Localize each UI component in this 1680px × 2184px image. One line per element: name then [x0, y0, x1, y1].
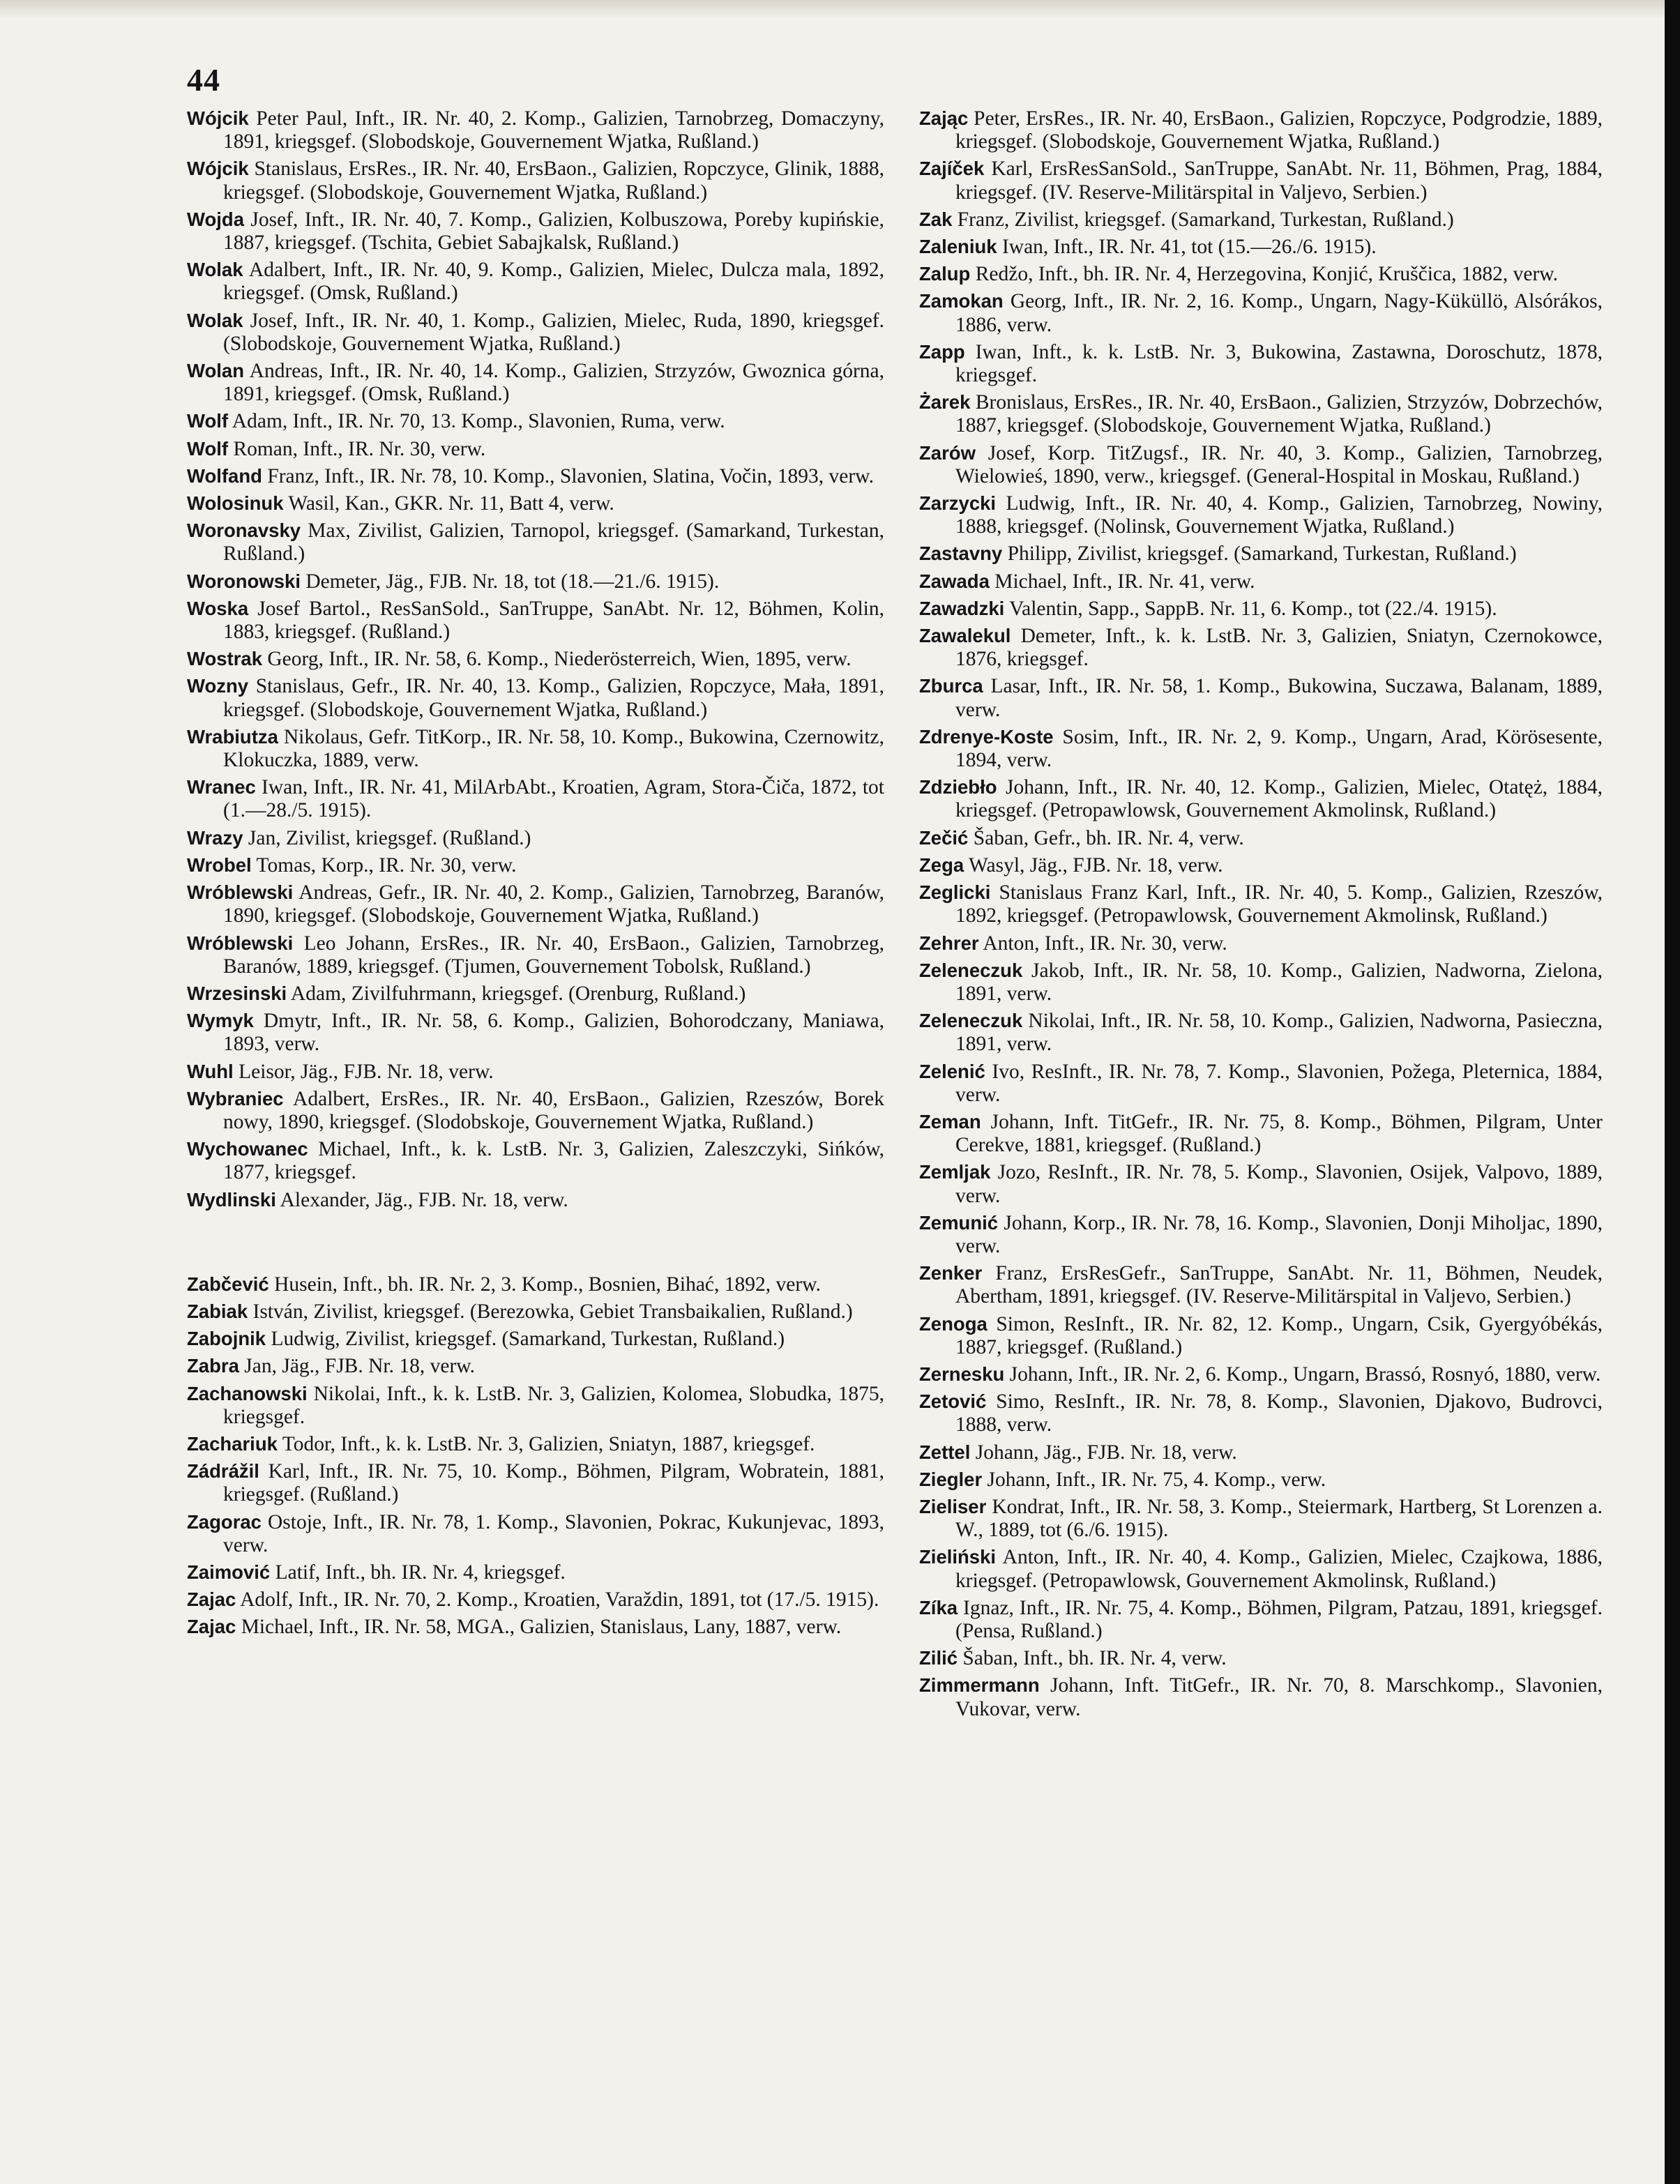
list-entry: [919, 881, 1603, 927]
entry-details: Johann, Inft. TitGefr., IR. Nr. 70, 8. Marschkomp., Slavonien, Vukovar, verw.: [955, 1674, 1603, 1720]
entry-details: Ostoje, Inft., IR. Nr. 78, 1. Komp., Slavonien, Pokrac, Kukunjevac, 1893, verw.: [223, 1510, 884, 1556]
list-entry: [919, 1009, 1603, 1056]
entry-surname: Zenoga: [919, 1312, 987, 1335]
list-entry: [919, 1545, 1603, 1592]
entry-details: Anton, Inft., IR. Nr. 40, 4. Komp., Galizien, Mielec, Czajkowa, 1886, kriegsgef. (Petropawlowsk, Gouvernement Akmolinsk, Rußland.): [955, 1546, 1603, 1592]
entry-surname: Zapp: [919, 340, 965, 363]
entry-details: Adam, Inft., IR. Nr. 70, 13. Komp., Slavonien, Ruma, verw.: [228, 410, 725, 433]
right-column: [919, 107, 1603, 1724]
entry-details: Johann, Inft. TitGefr., IR. Nr. 75, 8. Komp., Böhmen, Pilgram, Unter Cerekve, 1881, kriegsgef. (Rußland.): [955, 1110, 1603, 1157]
entry-surname: Zeglicki: [919, 881, 991, 904]
entry-details: Šaban, Gefr., bh. IR. Nr. 4, verw.: [968, 826, 1244, 849]
entry-details: Stanislaus Franz Karl, Inft., IR. Nr. 40, 5. Komp., Galizien, Rzeszów, 1892, kriegsgef. (Petropawlowsk, Gouvernement Akmolinsk, Rußland.): [955, 881, 1603, 927]
list-entry: [187, 597, 884, 644]
entry-surname: Zabojnik: [187, 1328, 266, 1350]
list-entry: [919, 235, 1603, 259]
entry-surname: Zeman: [919, 1110, 981, 1132]
list-entry: [187, 492, 884, 515]
entry-details: Stanislaus, ErsRes., IR. Nr. 40, ErsBaon., Galizien, Ropczyce, Glinik, 1888, kriegsgef. (Slobodskoje, Gouvernement Wjatka, Rußland.): [223, 158, 884, 204]
list-entry: [919, 1441, 1603, 1464]
entry-details: Max, Zivilist, Galizien, Tarnopol, kriegsgef. (Samarkand, Turkestan, Rußland.): [223, 520, 884, 566]
list-entry: [187, 1009, 884, 1056]
list-entry: [187, 647, 884, 671]
entry-surname: Wójcik: [187, 107, 249, 129]
list-entry: [187, 1459, 884, 1506]
left-column: [187, 107, 884, 1643]
entry-surname: Zajac: [187, 1616, 236, 1638]
list-entry: [187, 437, 884, 461]
entry-surname: Zabčević: [187, 1273, 269, 1295]
entry-surname: Zenker: [919, 1262, 983, 1284]
entry-details: Iwan, Inft., IR. Nr. 41, MilArbAbt., Kroatien, Agram, Stora-Čiča, 1872, tot (1.—28./5. 1915).: [223, 776, 884, 822]
entry-details: Bronislaus, ErsRes., IR. Nr. 40, ErsBaon., Galizien, Strzyzów, Dobrzechów, 1887, kriegsgef. (Slobodskoje, Gouvernement Wjatka, Rußland.): [955, 391, 1603, 437]
entry-surname: Wranec: [187, 776, 256, 798]
entry-details: Michael, Inft., k. k. LstB. Nr. 3, Galizien, Zaleszczyki, Sińków, 1877, kriegsgef.: [223, 1138, 884, 1184]
entry-surname: Zawada: [919, 570, 990, 592]
list-entry: [187, 1510, 884, 1557]
entry-surname: Wydlinski: [187, 1188, 276, 1211]
list-entry: [919, 1646, 1603, 1670]
list-entry: [919, 1110, 1603, 1157]
list-entry: [919, 1060, 1603, 1107]
entry-details: Wasil, Kan., GKR. Nr. 11, Batt 4, verw.: [283, 492, 614, 515]
entry-surname: Zaleniuk: [919, 236, 997, 258]
list-entry: [187, 854, 884, 877]
list-entry: [919, 262, 1603, 286]
entry-surname: Zajíček: [919, 158, 985, 180]
list-entry: [187, 464, 884, 488]
list-entry: [187, 570, 884, 593]
entry-surname: Zieliński: [919, 1546, 997, 1568]
list-entry: [919, 932, 1603, 955]
entry-surname: Zawadzki: [919, 597, 1005, 619]
entry-surname: Zemljak: [919, 1161, 991, 1183]
entry-surname: Zaimović: [187, 1561, 271, 1583]
entry-surname: Wolf: [187, 437, 229, 460]
entry-surname: Wróblewski: [187, 932, 294, 954]
entry-details: Jozo, ResInft., IR. Nr. 78, 5. Komp., Slavonien, Osijek, Valpovo, 1889, verw.: [955, 1161, 1603, 1207]
entry-surname: Wolan: [187, 360, 244, 382]
entry-surname: Wróblewski: [187, 881, 294, 904]
entry-details: Franz, ErsResGefr., SanTruppe, SanAbt. Nr. 11, Böhmen, Neudek, Abertham, 1891, kriegsgef. (IV. Reserve-Militärspital in Valjevo, Serbien.): [955, 1262, 1603, 1308]
entry-surname: Wolak: [187, 309, 243, 331]
entry-details: Josef, Inft., IR. Nr. 40, 7. Komp., Galizien, Kolbuszowa, Poreby kupińskie, 1887, kriegsgef. (Tschita, Gebiet Sabajkalsk, Rußland.): [223, 208, 884, 255]
entry-surname: Wymyk: [187, 1010, 254, 1032]
entry-details: Michael, Inft., IR. Nr. 58, MGA., Galizien, Stanislaus, Lany, 1887, verw.: [236, 1616, 842, 1639]
entry-surname: Woronavsky: [187, 520, 301, 542]
list-entry: [187, 826, 884, 850]
list-entry: [919, 1160, 1603, 1207]
list-entry: [187, 1615, 884, 1639]
entry-surname: Zehrer: [919, 932, 979, 954]
entry-surname: Wrzesinski: [187, 982, 287, 1004]
list-entry: [919, 624, 1603, 671]
entry-surname: Zając: [919, 107, 969, 129]
list-entry: [187, 881, 884, 927]
entry-details: Josef, Korp. TitZugsf., IR. Nr. 40, 3. Komp., Galizien, Tarnobrzeg, Wielowieś, 1890, verw., kriegsgef. (General-Hospital in Moskau, Rußland.): [955, 441, 1603, 487]
entry-details: Philipp, Zivilist, kriegsgef. (Samarkand, Turkestan, Rußland.): [1002, 543, 1517, 566]
entry-details: Todor, Inft., k. k. LstB. Nr. 3, Galizien, Sniatyn, 1887, kriegsgef.: [277, 1432, 815, 1455]
list-entry: [919, 1261, 1603, 1308]
list-entry: [919, 390, 1603, 437]
entry-details: Ivo, ResInft., IR. Nr. 78, 7. Komp., Slavonien, Požega, Pleternica, 1884, verw.: [955, 1060, 1603, 1106]
list-entry: [919, 1363, 1603, 1386]
entry-surname: Wolf: [187, 410, 229, 432]
page-top-shadow: [0, 0, 1680, 18]
section-break: [187, 1215, 884, 1273]
list-entry: [187, 1137, 884, 1184]
list-entry: [919, 542, 1603, 566]
entry-details: Jan, Zivilist, kriegsgef. (Rußland.): [243, 826, 531, 849]
entry-surname: Wójcik: [187, 158, 249, 180]
entry-surname: Zamokan: [919, 290, 1004, 312]
entry-details: Simo, ResInft., IR. Nr. 78, 8. Komp., Slavonien, Djakovo, Budrovci, 1888, verw.: [955, 1390, 1603, 1436]
entry-surname: Wrabiutza: [187, 725, 278, 748]
list-entry: [919, 340, 1603, 387]
list-entry: [187, 107, 884, 153]
entry-details: Jan, Jäg., FJB. Nr. 18, verw.: [239, 1355, 476, 1378]
list-entry: [919, 1390, 1603, 1436]
entry-details: Josef Bartol., ResSanSold., SanTruppe, SanAbt. Nr. 12, Böhmen, Kolin, 1883, kriegsgef. (Rußland.): [223, 597, 884, 644]
entry-details: Peter, ErsRes., IR. Nr. 40, ErsBaon., Galizien, Ropczyce, Podgrodzie, 1889, kriegsgef. (Slobodskoje, Gouvernement Wjatka, Rußland.): [955, 107, 1603, 153]
list-entry: [919, 1211, 1603, 1258]
entry-surname: Woska: [187, 597, 249, 619]
entry-surname: Wuhl: [187, 1060, 234, 1082]
entry-surname: Zettel: [919, 1441, 971, 1463]
entry-details: Peter Paul, Inft., IR. Nr. 40, 2. Komp., Galizien, Tarnobrzeg, Domaczyny, 1891, kriegsgef. (Slobodskoje, Gouvernement Wjatka, Rußland.): [223, 107, 884, 153]
entry-surname: Wolosinuk: [187, 492, 284, 515]
entry-surname: Ziegler: [919, 1468, 983, 1490]
entry-surname: Wrobel: [187, 854, 252, 876]
list-entry: [187, 1354, 884, 1378]
entry-surname: Zabiak: [187, 1300, 248, 1322]
list-entry: [187, 725, 884, 772]
entry-details: Ludwig, Inft., IR. Nr. 40, 4. Komp., Galizien, Tarnobrzeg, Nowiny, 1888, kriegsgef. (Nolinsk, Gouvernement Wjatka, Rußland.): [955, 492, 1603, 538]
entry-surname: Zimmermann: [919, 1674, 1040, 1697]
list-entry: [919, 775, 1603, 822]
entry-details: Tomas, Korp., IR. Nr. 30, verw.: [251, 854, 517, 877]
entry-surname: Zelenić: [919, 1060, 985, 1082]
list-entry: [919, 826, 1603, 850]
entry-surname: Wrazy: [187, 826, 243, 849]
entry-details: Karl, ErsResSanSold., SanTruppe, SanAbt. Nr. 11, Böhmen, Prag, 1884, kriegsgef. (IV. Reserve-Militärspital in Valjevo, Serbien.): [955, 158, 1603, 204]
list-entry: [919, 1312, 1603, 1359]
list-entry: [919, 597, 1603, 621]
entry-surname: Zeleneczuk: [919, 959, 1023, 981]
list-entry: [187, 1188, 884, 1212]
entry-surname: Wozny: [187, 675, 249, 697]
entry-surname: Zawalekul: [919, 625, 1011, 647]
entry-details: Stanislaus, Gefr., IR. Nr. 40, 13. Komp., Galizien, Ropczyce, Mała, 1891, kriegsgef. (Slobodskoje, Gouvernement Wjatka, Rußland.): [223, 675, 884, 721]
entry-details: István, Zivilist, kriegsgef. (Berezowka, Gebiet Transbaikalien, Rußland.): [248, 1300, 853, 1323]
entry-surname: Zagorac: [187, 1510, 262, 1533]
entry-surname: Woronowski: [187, 570, 301, 592]
entry-details: Nikolai, Inft., IR. Nr. 58, 10. Komp., Galizien, Nadworna, Pasieczna, 1891, verw.: [955, 1010, 1603, 1056]
list-entry: [187, 1060, 884, 1084]
entry-surname: Żarek: [919, 391, 971, 414]
list-entry: [919, 1468, 1603, 1492]
entry-surname: Wychowanec: [187, 1138, 308, 1160]
list-entry: [187, 359, 884, 406]
list-entry: [187, 258, 884, 305]
entry-details: Franz, Zivilist, kriegsgef. (Samarkand, Turkestan, Rußland.): [952, 208, 1454, 231]
entry-surname: Wolak: [187, 259, 243, 281]
entry-surname: Zarzycki: [919, 492, 997, 515]
list-entry: [919, 725, 1603, 772]
entry-details: Leisor, Jäg., FJB. Nr. 18, verw.: [233, 1060, 494, 1083]
list-entry: [919, 157, 1603, 204]
entry-details: Anton, Inft., IR. Nr. 30, verw.: [978, 932, 1227, 955]
entry-surname: Zeleneczuk: [919, 1010, 1023, 1032]
list-entry: [919, 289, 1603, 336]
entry-details: Johann, Korp., IR. Nr. 78, 16. Komp., Slavonien, Donji Miholjac, 1890, verw.: [955, 1211, 1603, 1257]
entry-details: Adalbert, Inft., IR. Nr. 40, 9. Komp., Galizien, Mielec, Dulcza mala, 1892, kriegsgef. (Omsk, Rußland.): [223, 259, 884, 305]
list-entry: [187, 982, 884, 1006]
list-entry: [187, 1588, 884, 1612]
entry-details: Demeter, Inft., k. k. LstB. Nr. 3, Galizien, Sniatyn, Czernokowce, 1876, kriegsgef.: [955, 625, 1603, 671]
list-entry: [187, 1561, 884, 1584]
entry-details: Ignaz, Inft., IR. Nr. 75, 4. Komp., Böhmen, Pilgram, Patzau, 1891, kriegsgef. (Pensa, Rußland.): [955, 1596, 1603, 1642]
list-entry: [187, 1300, 884, 1324]
entry-details: Johann, Inft., IR. Nr. 2, 6. Komp., Ungarn, Brassó, Rosnyó, 1880, verw.: [1004, 1363, 1601, 1386]
entry-surname: Zetović: [919, 1390, 987, 1413]
list-entry: [187, 932, 884, 978]
entry-surname: Zilić: [919, 1647, 958, 1669]
entry-surname: Zernesku: [919, 1363, 1005, 1385]
entry-details: Adam, Zivilfuhrmann, kriegsgef. (Orenburg, Rußland.): [287, 982, 746, 1005]
entry-details: Leo Johann, ErsRes., IR. Nr. 40, ErsBaon., Galizien, Tarnobrzeg, Baranów, 1889, kriegsgef. (Tjumen, Gouvernement Tobolsk, Rußland.): [223, 932, 884, 978]
entry-details: Iwan, Inft., k. k. LstB. Nr. 3, Bukowina, Zastawna, Doroschutz, 1878, kriegsgef.: [955, 340, 1603, 387]
entry-surname: Zdziebło: [919, 776, 997, 798]
list-entry: [187, 1432, 884, 1456]
entry-details: Nikolaus, Gefr. TitKorp., IR. Nr. 58, 10. Komp., Bukowina, Czernowitz, Klokuczka, 1889, verw.: [223, 725, 884, 772]
entry-details: Kondrat, Inft., IR. Nr. 58, 3. Komp., Steiermark, Hartberg, St Lorenzen a. W., 1889, tot (6./6. 1915).: [955, 1495, 1603, 1542]
entry-details: Andreas, Inft., IR. Nr. 40, 14. Komp., Galizien, Strzyzów, Gwoznica górna, 1891, kriegsgef. (Omsk, Rußland.): [223, 360, 884, 406]
entry-surname: Zieliser: [919, 1495, 987, 1517]
entry-surname: Wojda: [187, 208, 244, 230]
entry-details: Johann, Jäg., FJB. Nr. 18, verw.: [970, 1441, 1237, 1464]
entry-surname: Zachanowski: [187, 1382, 308, 1404]
list-entry: [187, 157, 884, 204]
entry-surname: Zajac: [187, 1588, 236, 1611]
list-entry: [187, 1327, 884, 1351]
entry-details: Demeter, Jäg., FJB. Nr. 18, tot (18.—21./6. 1915).: [300, 570, 720, 593]
entry-details: Dmytr, Inft., IR. Nr. 58, 6. Komp., Galizien, Bohorodczany, Maniawa, 1893, verw.: [223, 1010, 884, 1056]
entry-details: Latif, Inft., bh. IR. Nr. 4, kriegsgef.: [270, 1561, 566, 1584]
list-entry: [187, 519, 884, 566]
list-entry: [187, 409, 884, 433]
page-right-edge: [1665, 0, 1680, 2184]
entry-surname: Wostrak: [187, 648, 262, 670]
list-entry: [919, 1596, 1603, 1643]
entry-surname: Zádrážil: [187, 1460, 259, 1482]
entry-details: Michael, Inft., IR. Nr. 41, verw.: [989, 570, 1255, 593]
list-entry: [187, 1382, 884, 1429]
entry-surname: Wolfand: [187, 464, 262, 487]
entry-details: Ludwig, Zivilist, kriegsgef. (Samarkand, Turkestan, Rußland.): [266, 1328, 785, 1351]
entry-details: Roman, Inft., IR. Nr. 30, verw.: [228, 437, 486, 460]
page-number: 44: [187, 62, 220, 98]
list-entry: [919, 441, 1603, 488]
entry-details: Nikolai, Inft., k. k. LstB. Nr. 3, Galizien, Kolomea, Slobudka, 1875, kriegsgef.: [223, 1382, 884, 1428]
list-entry: [919, 959, 1603, 1006]
entry-details: Wasyl, Jäg., FJB. Nr. 18, verw.: [964, 854, 1223, 877]
entry-details: Alexander, Jäg., FJB. Nr. 18, verw.: [275, 1188, 568, 1211]
entry-details: Georg, Inft., IR. Nr. 58, 6. Komp., Niederösterreich, Wien, 1895, verw.: [262, 648, 852, 671]
entry-surname: Zabra: [187, 1355, 239, 1377]
entry-surname: Zarów: [919, 441, 976, 464]
list-entry: [187, 309, 884, 356]
list-entry: [187, 1273, 884, 1296]
list-entry: [919, 570, 1603, 593]
entry-details: Iwan, Inft., IR. Nr. 41, tot (15.—26./6. 1915).: [997, 236, 1377, 259]
entry-surname: Zemunić: [919, 1211, 999, 1234]
list-entry: [919, 1674, 1603, 1720]
list-entry: [919, 492, 1603, 538]
entry-details: Redžo, Inft., bh. IR. Nr. 4, Herzegovina, Konjić, Kruščica, 1882, verw.: [970, 263, 1559, 286]
list-entry: [919, 1495, 1603, 1542]
entry-details: Sosim, Inft., IR. Nr. 2, 9. Komp., Ungarn, Arad, Körösesente, 1894, verw.: [955, 725, 1603, 772]
entry-surname: Zastavny: [919, 543, 1003, 565]
entry-surname: Zečić: [919, 826, 969, 849]
entry-surname: Zalup: [919, 263, 971, 285]
entry-surname: Zdrenye-Koste: [919, 725, 1054, 748]
entry-surname: Zak: [919, 208, 953, 230]
entry-surname: Wybraniec: [187, 1087, 284, 1109]
list-entry: [919, 208, 1603, 232]
entry-details: Josef, Inft., IR. Nr. 40, 1. Komp., Galizien, Mielec, Ruda, 1890, kriegsgef. (Slobodskoje, Gouvernement Wjatka, Rußland.): [223, 309, 884, 355]
list-entry: [187, 775, 884, 822]
list-entry: [919, 854, 1603, 877]
entry-details: Andreas, Gefr., IR. Nr. 40, 2. Komp., Galizien, Tarnobrzeg, Baranów, 1890, kriegsgef. (Slobodskoje, Gouvernement Wjatka, Rußland.): [223, 881, 884, 927]
list-entry: [919, 107, 1603, 153]
entry-details: Georg, Inft., IR. Nr. 2, 16. Komp., Ungarn, Nagy-Küküllö, Alsórákos, 1886, verw.: [955, 290, 1603, 336]
entry-details: Simon, ResInft., IR. Nr. 82, 12. Komp., Ungarn, Csik, Gyergyóbékás, 1887, kriegsgef. (Rußland.): [955, 1312, 1603, 1358]
entry-details: Franz, Inft., IR. Nr. 78, 10. Komp., Slavonien, Slatina, Vočin, 1893, verw.: [262, 464, 874, 487]
entry-surname: Zburca: [919, 675, 983, 697]
entry-details: Lasar, Inft., IR. Nr. 58, 1. Komp., Bukowina, Suczawa, Balanam, 1889, verw.: [955, 675, 1603, 721]
entry-details: Karl, Inft., IR. Nr. 75, 10. Komp., Böhmen, Pilgram, Wobratein, 1881, kriegsgef. (Rußland.): [223, 1460, 884, 1506]
list-entry: [187, 208, 884, 255]
entry-surname: Zega: [919, 854, 964, 876]
list-entry: [919, 674, 1603, 721]
entry-details: Adolf, Inft., IR. Nr. 70, 2. Komp., Kroatien, Varaždin, 1891, tot (17./5. 1915).: [236, 1588, 879, 1612]
entry-details: Johann, Inft., IR. Nr. 75, 4. Komp., verw.: [982, 1468, 1326, 1491]
list-entry: [187, 674, 884, 721]
entry-surname: Zíka: [919, 1596, 958, 1618]
entry-details: Adalbert, ErsRes., IR. Nr. 40, ErsBaon., Galizien, Rzeszów, Borek nowy, 1890, kriegsgef. (Slodobskoje, Gouvernement Wjatka, Rußland.): [223, 1087, 884, 1133]
entry-surname: Zachariuk: [187, 1432, 278, 1455]
entry-details: Husein, Inft., bh. IR. Nr. 2, 3. Komp., Bosnien, Bihać, 1892, verw.: [268, 1273, 821, 1296]
entry-details: Johann, Inft., IR. Nr. 40, 12. Komp., Galizien, Mielec, Otatęż, 1884, kriegsgef. (Petropawlowsk, Gouvernement Akmolinsk, Rußland.): [955, 776, 1603, 822]
list-entry: [187, 1087, 884, 1134]
entry-details: Jakob, Inft., IR. Nr. 58, 10. Komp., Galizien, Nadworna, Zielona, 1891, verw.: [955, 959, 1603, 1005]
entry-details: Šaban, Inft., bh. IR. Nr. 4, verw.: [958, 1647, 1227, 1670]
entry-details: Valentin, Sapp., SappB. Nr. 11, 6. Komp., tot (22./4. 1915).: [1004, 597, 1497, 620]
